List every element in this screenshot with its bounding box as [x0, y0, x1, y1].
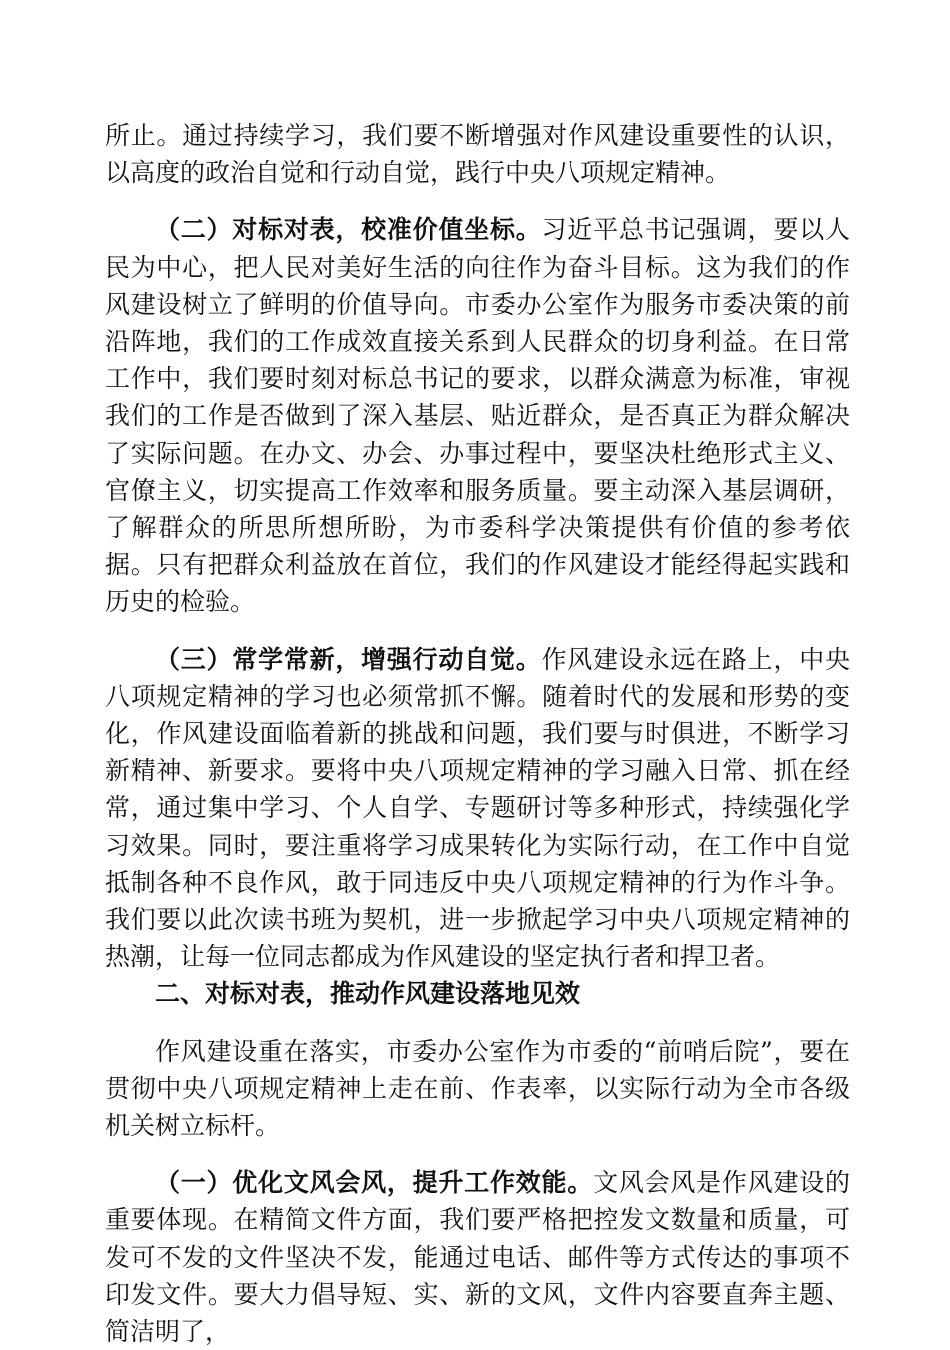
paragraph-lead: （二）对标对表，校准价值坐标。	[155, 215, 542, 245]
paragraph-text: 文风会风是作风建设的重要体现。在精简文件方面，我们要严格把控发文数量和质量，可发可不发的文件坚决不发，能通过电话、邮件等方式传达的事项不印发文件。要大力倡导短、实、新的文风，文件内容要直奔主题、简洁明了，	[105, 1168, 850, 1347]
paragraph-continuation	[105, 117, 850, 191]
section-heading: 二、对标对表，推动作风建设落地见效	[155, 979, 581, 1009]
document-page	[105, 117, 850, 1350]
paragraph-subsection-1	[105, 1164, 850, 1350]
paragraph-lead: （一）优化文风会风，提升工作效能。	[155, 1168, 594, 1198]
paragraph-text: 作风建设永远在路上，中央八项规定精神的学习也必须常抓不懈。随着时代的发展和形势的变化，作风建设面临着新的挑战和问题，我们要与时俱进，不断学习新精神、新要求。要将中央八项规定精神的学习融入日常、抓在经常，通过集中学习、个人自学、专题研讨等多种形式，持续强化学习效果。同时，要注重将学习成果转化为实际行动，在工作中自觉抵制各种不良作风，敢于同违反中央八项规定精神的行为作斗争。我们要以此次读书班为契机，进一步掀起学习中央八项规定精神的热潮，让每一位同志都成为作风建设的坚定执行者和捍卫者。	[105, 644, 850, 972]
paragraph-text: 作风建设重在落实，市委办公室作为市委的“前哨后院”，要在贯彻中央八项规定精神上走在前、作表率，以实际行动为全市各级机关树立标杆。	[105, 1036, 850, 1141]
paragraph-intro	[105, 1033, 850, 1145]
paragraph-lead: （三）常学常新，增强行动自觉。	[155, 644, 542, 674]
paragraph-text: 所止。通过持续学习，我们要不断增强对作风建设重要性的认识，以高度的政治自觉和行动自觉，践行中央八项规定精神。	[105, 121, 850, 188]
paragraph-section-2	[105, 211, 850, 620]
paragraph-text: 习近平总书记强调，要以人民为中心，把人民对美好生活的向往作为奋斗目标。这为我们的作风建设树立了鲜明的价值导向。市委办公室作为服务市委决策的前沿阵地，我们的工作成效直接关系到人民群众的切身利益。在日常工作中，我们要时刻对标总书记的要求，以群众满意为标准，审视我们的工作是否做到了深入基层、贴近群众，是否真正为群众解决了实际问题。在办文、办会、办事过程中，要坚决杜绝形式主义、官僚主义，切实提高工作效率和服务质量。要主动深入基层调研，了解群众的所思所想所盼，为市委科学决策提供有价值的参考依据。只有把群众利益放在首位，我们的作风建设才能经得起实践和历史的检验。	[105, 215, 850, 617]
paragraph-section-3	[105, 641, 850, 976]
